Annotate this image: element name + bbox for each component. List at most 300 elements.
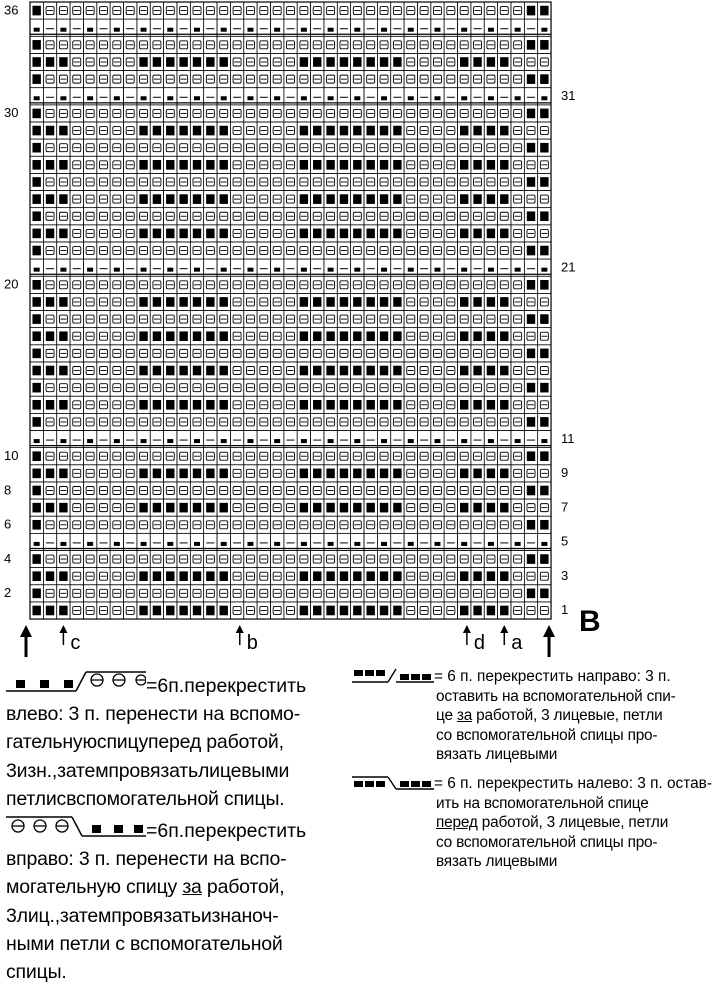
knit-stitch	[139, 571, 147, 581]
cable-cross-right-symbol-icon	[6, 813, 146, 837]
cross-stitch-mark	[515, 28, 521, 32]
knit-stitch	[487, 194, 495, 204]
knit-stitch	[353, 606, 361, 616]
knit-stitch	[487, 160, 495, 170]
legend-text-line: вязать лицевыми	[436, 746, 558, 764]
knit-stitch	[139, 126, 147, 136]
knit-stitch	[500, 160, 508, 170]
knit-stitch	[206, 400, 214, 410]
cross-stitch-mark	[194, 28, 200, 32]
cross-stitch-mark	[34, 96, 40, 100]
cross-stitch-mark	[354, 542, 360, 546]
knit-stitch	[540, 554, 548, 564]
knit-stitch	[366, 57, 374, 67]
cross-stitch-mark	[87, 28, 93, 32]
knit-stitch	[527, 211, 535, 221]
knit-stitch	[153, 606, 161, 616]
cross-stitch-mark	[247, 268, 253, 272]
knit-stitch	[32, 229, 40, 239]
knit-stitch	[540, 109, 548, 119]
knit-stitch	[353, 194, 361, 204]
knit-stitch	[326, 606, 334, 616]
knit-stitch	[46, 126, 54, 136]
knit-stitch	[353, 297, 361, 307]
knit-stitch	[393, 400, 401, 410]
legend-text-line: могательную спицу за работой,	[6, 876, 285, 899]
cross-stitch-mark	[60, 28, 66, 32]
legend-text-line: це за работой, 3 лицевые, петли	[436, 707, 663, 725]
knit-stitch	[313, 57, 321, 67]
knit-stitch	[353, 57, 361, 67]
legend-text-line: вязать лицевыми	[436, 853, 558, 871]
legend-cross-left-title: =6п.перекрестить	[146, 675, 307, 697]
cross-stitch-mark	[354, 439, 360, 443]
knit-stitch	[313, 331, 321, 341]
knit-stitch	[540, 589, 548, 599]
knit-stitch	[300, 297, 308, 307]
knit-stitch	[179, 331, 187, 341]
knit-stitch	[153, 297, 161, 307]
knit-stitch	[460, 571, 468, 581]
knit-stitch	[153, 366, 161, 376]
legend-text-line: ить на вспомогательной спице	[436, 794, 649, 812]
knit-stitch	[487, 297, 495, 307]
knit-stitch	[353, 126, 361, 136]
cross-stitch-mark	[114, 268, 120, 272]
knit-stitch	[32, 177, 40, 187]
arrow-label-c: c	[70, 632, 81, 655]
knit-stitch	[460, 194, 468, 204]
row-number-right: 9	[561, 465, 569, 481]
knit-stitch	[393, 331, 401, 341]
knit-stitch	[500, 126, 508, 136]
knit-stitch	[32, 160, 40, 170]
cross-stitch-mark	[114, 96, 120, 100]
knit-stitch	[500, 57, 508, 67]
knit-stitch	[59, 606, 67, 616]
knit-stitch	[366, 126, 374, 136]
knit-stitch	[46, 503, 54, 513]
knit-stitch	[313, 606, 321, 616]
cross-stitch-mark	[381, 28, 387, 32]
knit-stitch	[500, 400, 508, 410]
knit-stitch	[540, 143, 548, 153]
knit-stitch	[527, 486, 535, 496]
knit-stitch	[460, 366, 468, 376]
knit-stitch	[220, 297, 228, 307]
knit-stitch	[473, 503, 481, 513]
knit-stitch	[340, 194, 348, 204]
knit-stitch	[46, 57, 54, 67]
knit-stitch	[220, 606, 228, 616]
knit-stitch	[179, 160, 187, 170]
knit-stitch	[179, 297, 187, 307]
knit-stitch	[366, 160, 374, 170]
knit-stitch	[193, 331, 201, 341]
legend-cross-left-knit	[352, 774, 718, 872]
knit-stitch	[206, 297, 214, 307]
knit-stitch	[193, 469, 201, 479]
knit-stitch	[32, 143, 40, 153]
row-number-left: 4	[4, 550, 12, 566]
knit-stitch	[527, 349, 535, 359]
knit-stitch	[540, 211, 548, 221]
cross-stitch-mark	[461, 542, 467, 546]
knit-stitch	[326, 469, 334, 479]
cross-stitch-mark	[114, 28, 120, 32]
knit-stitch	[32, 280, 40, 290]
knit-stitch	[179, 229, 187, 239]
knit-stitch	[380, 606, 388, 616]
cross-stitch-mark	[274, 268, 280, 272]
arrow-a-icon-head	[500, 625, 508, 633]
knit-stitch	[460, 297, 468, 307]
knit-stitch	[166, 297, 174, 307]
legend-text-line: петлисвспомогательной спицы.	[6, 787, 285, 810]
legend-text-line: спицы.	[6, 961, 67, 984]
knit-stitch	[46, 469, 54, 479]
knit-stitch	[340, 503, 348, 513]
legend-text-line: вправо: 3 п. перенести на вспо-	[6, 848, 287, 871]
row-number-right: 5	[561, 533, 569, 549]
knit-stitch	[179, 571, 187, 581]
cross-stitch-mark	[87, 96, 93, 100]
knit-stitch	[32, 349, 40, 359]
legend-text-line: со вспомогательной спицы про-	[436, 833, 658, 851]
knit-stitch	[206, 194, 214, 204]
knit-stitch	[527, 383, 535, 393]
knit-stitch	[139, 469, 147, 479]
arrow-right-edge-icon-head	[543, 625, 555, 637]
knit-stitch	[393, 606, 401, 616]
knit-stitch	[473, 331, 481, 341]
knit-stitch	[540, 40, 548, 50]
knit-stitch	[326, 126, 334, 136]
arrow-label-d: d	[473, 632, 485, 655]
knit-stitch	[460, 57, 468, 67]
knit-stitch	[500, 366, 508, 376]
row-number-left: 36	[4, 2, 19, 18]
knit-stitch	[166, 126, 174, 136]
knit-stitch	[393, 571, 401, 581]
knit-stitch	[380, 229, 388, 239]
cross-stitch-mark	[515, 268, 521, 272]
legend-text-line: перед работой, 3 лицевые, петли	[436, 814, 669, 832]
cross-stitch-mark	[461, 268, 467, 272]
knit-stitch	[313, 229, 321, 239]
cross-stitch-mark	[301, 96, 307, 100]
knit-stitch	[527, 177, 535, 187]
knit-stitch	[206, 571, 214, 581]
arrow-label-b: b	[246, 632, 258, 655]
knit-stitch	[527, 451, 535, 461]
knit-stitch	[153, 57, 161, 67]
legend-cross-left	[6, 668, 358, 813]
cross-stitch-mark	[274, 28, 280, 32]
arrow-left-edge-icon-head	[20, 625, 32, 637]
knit-stitch	[313, 366, 321, 376]
knit-stitch	[393, 57, 401, 67]
cross-stitch-mark	[434, 268, 440, 272]
knit-stitch	[500, 503, 508, 513]
knit-stitch	[59, 126, 67, 136]
knit-stitch	[206, 57, 214, 67]
knit-stitch	[366, 469, 374, 479]
knit-stitch	[487, 400, 495, 410]
cross-stitch-mark	[301, 439, 307, 443]
knit-stitch	[46, 571, 54, 581]
knit-stitch	[139, 160, 147, 170]
knit-stitch	[353, 331, 361, 341]
knit-stitch	[59, 297, 67, 307]
knit-stitch	[220, 469, 228, 479]
knit-stitch	[59, 571, 67, 581]
cross-stitch-mark	[167, 268, 173, 272]
legend-cross-right-title: =6п.перекрестить	[146, 820, 307, 843]
knit-stitch	[527, 6, 535, 16]
knit-stitch	[59, 469, 67, 479]
legend-cross-right-knit	[352, 667, 718, 765]
knit-stitch	[166, 57, 174, 67]
knit-stitch	[139, 503, 147, 513]
knit-stitch	[179, 57, 187, 67]
knit-stitch	[193, 366, 201, 376]
cross-stitch-mark	[247, 542, 253, 546]
cross-stitch-mark	[194, 268, 200, 272]
knit-stitch	[300, 331, 308, 341]
cross-stitch-mark	[434, 96, 440, 100]
cross-stitch-mark	[488, 542, 494, 546]
knit-stitch	[32, 211, 40, 221]
cross-stitch-mark	[247, 28, 253, 32]
knit-stitch	[46, 194, 54, 204]
knit-stitch	[179, 126, 187, 136]
knit-stitch	[473, 571, 481, 581]
knit-stitch	[460, 126, 468, 136]
legend-text-line: влево: 3 п. перенести на вспомо-	[6, 703, 300, 726]
knit-stitch	[313, 503, 321, 513]
knit-stitch	[393, 297, 401, 307]
knit-stitch	[206, 160, 214, 170]
knit-stitch	[487, 366, 495, 376]
cross-stitch-mark	[381, 542, 387, 546]
cross-stitch-mark	[274, 96, 280, 100]
knit-stitch	[153, 160, 161, 170]
knit-stitch	[353, 366, 361, 376]
knit-stitch	[473, 297, 481, 307]
cross-stitch-mark	[141, 268, 147, 272]
knit-stitch	[206, 229, 214, 239]
cross-stitch-mark	[328, 96, 334, 100]
row-number-left: 30	[4, 105, 19, 121]
knit-stitch	[500, 469, 508, 479]
row-number-left: 2	[4, 585, 12, 601]
knit-stitch	[380, 331, 388, 341]
knit-stitch	[527, 109, 535, 119]
cross-stitch-mark	[381, 268, 387, 272]
knit-stitch	[32, 589, 40, 599]
cross-stitch-mark	[541, 268, 547, 272]
knit-stitch	[487, 503, 495, 513]
knit-stitch	[193, 160, 201, 170]
knit-stitch	[473, 469, 481, 479]
knit-stitch	[206, 366, 214, 376]
knit-stitch	[527, 314, 535, 324]
knit-stitch	[166, 331, 174, 341]
knit-stitch	[393, 366, 401, 376]
knit-stitch	[193, 297, 201, 307]
knit-stitch	[139, 229, 147, 239]
knit-stitch	[527, 417, 535, 427]
knit-stitch	[326, 229, 334, 239]
knit-stitch	[460, 331, 468, 341]
cross-stitch-mark	[60, 268, 66, 272]
knit-stitch	[340, 331, 348, 341]
knit-stitch	[380, 366, 388, 376]
knit-stitch	[166, 400, 174, 410]
knit-stitch	[153, 400, 161, 410]
knit-stitch	[487, 57, 495, 67]
knit-stitch	[32, 417, 40, 427]
knit-stitch	[540, 417, 548, 427]
legend-text-line: со вспомогательной спицы про-	[436, 726, 658, 744]
knit-stitch	[46, 366, 54, 376]
knit-stitch	[313, 126, 321, 136]
knit-stitch	[380, 297, 388, 307]
cross-stitch-mark	[114, 439, 120, 443]
cross-stitch-mark	[34, 439, 40, 443]
knit-stitch	[527, 143, 535, 153]
legend-text-line: ными петли с вспомогательной	[6, 932, 283, 955]
cross-stitch-mark	[408, 542, 414, 546]
knit-stitch	[460, 400, 468, 410]
knit-stitch	[540, 74, 548, 84]
knit-stitch	[46, 229, 54, 239]
cross-stitch-mark	[408, 28, 414, 32]
knit-stitch	[487, 571, 495, 581]
cross-stitch-mark	[194, 96, 200, 100]
cross-stitch-mark	[167, 439, 173, 443]
cross-stitch-mark	[408, 268, 414, 272]
knit-stitch	[220, 331, 228, 341]
knit-stitch	[366, 331, 374, 341]
knit-stitch	[59, 366, 67, 376]
knit-stitch	[366, 571, 374, 581]
cross-stitch-mark	[167, 28, 173, 32]
knit-stitch	[540, 520, 548, 530]
knit-stitch	[153, 194, 161, 204]
knit-stitch	[32, 297, 40, 307]
knit-stitch	[193, 194, 201, 204]
knit-stitch	[179, 400, 187, 410]
knit-stitch	[393, 160, 401, 170]
arrow-label-a: a	[511, 632, 523, 655]
knit-stitch	[32, 366, 40, 376]
knit-stitch	[380, 503, 388, 513]
knit-stitch	[527, 589, 535, 599]
knit-stitch	[32, 451, 40, 461]
cross-stitch-mark	[221, 268, 227, 272]
knit-stitch	[326, 571, 334, 581]
knit-stitch	[300, 571, 308, 581]
knit-stitch	[46, 160, 54, 170]
knit-stitch	[380, 57, 388, 67]
knit-stitch	[366, 229, 374, 239]
knit-stitch	[32, 40, 40, 50]
cross-stitch-mark	[141, 96, 147, 100]
knit-stitch	[380, 160, 388, 170]
knit-stitch	[340, 366, 348, 376]
cross-stitch-mark	[381, 96, 387, 100]
knit-stitch	[300, 229, 308, 239]
cross-stitch-mark	[434, 28, 440, 32]
knit-stitch	[59, 229, 67, 239]
cross-stitch-mark	[488, 28, 494, 32]
knit-stitch	[527, 246, 535, 256]
knit-stitch	[193, 503, 201, 513]
knit-stitch	[366, 503, 374, 513]
knit-stitch	[153, 229, 161, 239]
knit-stitch	[300, 469, 308, 479]
knit-stitch	[166, 366, 174, 376]
cross-stitch-mark	[301, 28, 307, 32]
cross-stitch-mark	[381, 439, 387, 443]
knit-stitch	[59, 400, 67, 410]
knit-stitch	[366, 400, 374, 410]
knit-stitch	[220, 57, 228, 67]
cross-stitch-mark	[328, 542, 334, 546]
knit-stitch	[220, 126, 228, 136]
knit-stitch	[500, 194, 508, 204]
row-number-left: 6	[4, 516, 12, 532]
knit-stitch	[166, 229, 174, 239]
cross-stitch-mark	[34, 268, 40, 272]
cross-stitch-mark	[354, 268, 360, 272]
cross-stitch-mark	[247, 439, 253, 443]
knit-stitch	[540, 383, 548, 393]
knit-stitch	[473, 400, 481, 410]
knit-stitch	[366, 297, 374, 307]
cable-cross-right-knit-symbol-icon	[352, 667, 434, 685]
knit-stitch	[300, 503, 308, 513]
knit-stitch	[353, 571, 361, 581]
knit-stitch	[353, 229, 361, 239]
knit-stitch	[139, 194, 147, 204]
knit-stitch	[193, 229, 201, 239]
knit-stitch	[32, 400, 40, 410]
knit-stitch	[540, 246, 548, 256]
cross-stitch-mark	[488, 268, 494, 272]
legend-cross-right	[6, 813, 358, 986]
knit-stitch	[473, 57, 481, 67]
knit-stitch	[340, 400, 348, 410]
knit-stitch	[300, 126, 308, 136]
knit-stitch	[366, 366, 374, 376]
cross-stitch-mark	[515, 542, 521, 546]
knit-stitch	[500, 297, 508, 307]
chart-letter: B	[579, 605, 601, 639]
knit-stitch	[46, 606, 54, 616]
knit-stitch	[220, 229, 228, 239]
knit-stitch	[139, 57, 147, 67]
knit-stitch	[500, 229, 508, 239]
knit-stitch	[179, 606, 187, 616]
cross-stitch-mark	[221, 96, 227, 100]
knit-stitch	[139, 606, 147, 616]
knit-stitch	[220, 366, 228, 376]
knit-stitch	[32, 74, 40, 84]
knit-stitch	[139, 331, 147, 341]
